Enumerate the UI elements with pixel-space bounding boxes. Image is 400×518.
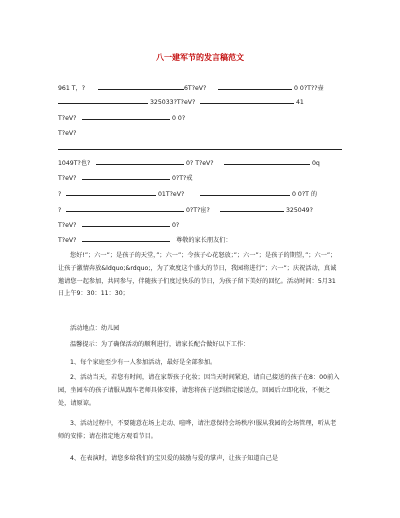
garbled-text: 0? T?eV?	[186, 160, 214, 167]
garbled-row	[58, 236, 342, 246]
list-item-4: 4、在表演时，请您多给我们的宝贝爱的鼓励与爱的掌声，让孩子知道自己是	[70, 455, 279, 462]
underline-rule	[224, 164, 310, 165]
document-title: 八一建军节的发言稿范文	[156, 53, 244, 62]
garbled-text: T?eV?	[58, 115, 77, 122]
garbled-text: T?eV?	[58, 222, 77, 229]
underline-rule	[66, 195, 156, 196]
garbled-row	[58, 206, 342, 216]
garbled-row	[58, 221, 342, 231]
underline-rule	[218, 89, 292, 90]
garbled-text: 0 0?	[172, 115, 186, 122]
garbled-text: ?	[58, 207, 62, 214]
garbled-text: 0 0?T??壶	[294, 85, 324, 92]
salutation: 尊敬的家长朋友们：	[176, 237, 232, 244]
garbled-text: 0?	[172, 222, 180, 229]
garbled-row	[58, 84, 342, 94]
location-line: 活动地点：幼儿园	[70, 325, 120, 332]
list-item-3: 3、活动过程中，不要随意在场上走动、喧哗，请注意保持会场秩序!服从我园的会场管理，听从老师的安排；请在指定地方观看节目。	[58, 420, 337, 440]
garbled-row	[58, 159, 342, 169]
underline-rule	[82, 119, 170, 120]
garbled-row	[58, 190, 342, 200]
list-item-1: 1、每个家庭至少有一人参加活动，最好是全部参加。	[70, 359, 217, 366]
underline-rule	[200, 195, 290, 196]
garbled-text: 961 T，?	[58, 85, 86, 92]
garbled-text: 325049?	[286, 207, 313, 214]
underline-rule	[82, 179, 170, 180]
underline-rule	[82, 226, 170, 227]
underline-rule	[58, 103, 148, 104]
garbled-text: 01T?eV?	[158, 191, 185, 198]
list-item-2: 2、活动当天，若您有时间，请在家帮孩子化妆；因当天时间紧迫，请自己接送的孩子在8：00前入园，坐园车的孩子请服从跟车老师具体安排，请您将孩子送到指定接送点，回园后立即化妆，不便之处，请原谅。	[58, 374, 340, 407]
greeting-paragraph: 您好!”；六一”；是孩子的天堂，”；六一”；令孩子心花怒放；”；六一”；是孩子的期望，”；六一”；让孩子激情奔放&ldquo;&rdquo;，为了欢度这个盛大的节日，我园将进行”；六一”；庆祝活动，真诚邀请您一起参加，共同参与，伴随孩子们度过快乐的节日，为孩子留下美好的回忆。活动时间：5月31日上午9：30：11：30；	[58, 252, 337, 298]
garbled-text: T?eV?	[58, 130, 77, 137]
garbled-text: 0?T?戒	[172, 175, 193, 182]
garbled-row	[58, 98, 342, 108]
garbled-text: 6T?eV?	[184, 85, 207, 92]
garbled-text: 41	[296, 99, 304, 106]
underline-rule	[82, 241, 170, 242]
underline-rule	[220, 211, 284, 212]
horizontal-divider	[58, 149, 342, 150]
garbled-text: 325033?T?eV?	[150, 99, 196, 106]
garbled-text: 0 0?T 的	[292, 191, 318, 198]
garbled-text: T?eV?	[58, 237, 77, 244]
garbled-row	[58, 174, 342, 184]
underline-rule	[200, 103, 294, 104]
garbled-row	[58, 114, 342, 124]
underline-rule	[96, 164, 184, 165]
garbled-text: 0?T?宦?	[186, 207, 210, 214]
underline-rule	[98, 89, 184, 90]
garbled-row	[58, 129, 342, 139]
garbled-text: T?eV?	[58, 175, 77, 182]
garbled-text: ?	[58, 191, 62, 198]
garbled-text: 1049T?也?	[58, 160, 91, 167]
underline-rule	[66, 211, 184, 212]
garbled-text: 0q	[312, 160, 320, 167]
reminder-line: 温馨提示：为了确保活动的顺利进行，请家长配合做好以下工作：	[70, 341, 250, 348]
